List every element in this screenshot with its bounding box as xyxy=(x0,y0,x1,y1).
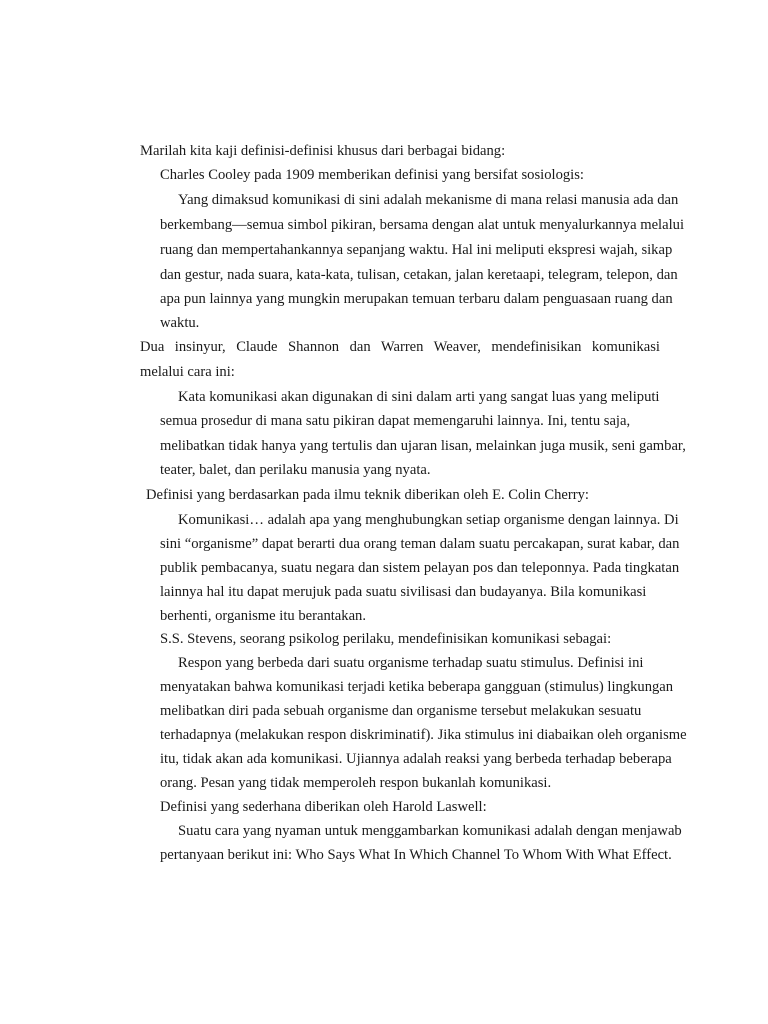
quote-line: semua prosedur di mana satu pikiran dapat memengaruhi lainnya. Ini, tentu saja, xyxy=(160,413,631,429)
quote-line: ruang dan mempertahankannya sepanjang waktu. Hal ini meliputi ekspresi wajah, sikap xyxy=(160,242,673,258)
quote-line: orang. Pesan yang tidak memperoleh respon bukanlah komunikasi. xyxy=(160,775,552,791)
quote-line: pertanyaan berikut ini: Who Says What In Which Channel To Whom With What Effect. xyxy=(160,847,672,863)
cherry-heading: Definisi yang berdasarkan pada ilmu teknik diberikan oleh E. Colin Cherry: xyxy=(146,487,589,503)
shannon-heading: Dua insinyur, Claude Shannon dan Warren Weaver, mendefinisikan komunikasi xyxy=(140,339,660,355)
quote-line: teater, balet, dan perilaku manusia yang nyata. xyxy=(160,462,431,478)
intro-text: Marilah kita kaji definisi-definisi khusus dari berbagai bidang: xyxy=(140,143,506,159)
quote-line: dan gestur, nada suara, kata-kata, tulisan, cetakan, jalan keretaapi, telegram, telepon, dan xyxy=(160,267,678,283)
quote-line: melibatkan diri pada sebuah organisme dan organisme tersebut melakukan sesuatu xyxy=(160,703,642,719)
quote-line: melibatkan tidak hanya yang tertulis dan ujaran lisan, melainkan juga musik, seni gambar, xyxy=(160,438,686,454)
shannon-heading-cont: melalui cara ini: xyxy=(140,364,235,380)
quote-line: Respon yang berbeda dari suatu organisme terhadap suatu stimulus. Definisi ini xyxy=(178,655,644,671)
quote-line: Yang dimaksud komunikasi di sini adalah mekanisme di mana relasi manusia ada dan xyxy=(178,192,679,208)
quote-line: waktu. xyxy=(160,315,200,331)
quote-line: Suatu cara yang nyaman untuk menggambarkan komunikasi adalah dengan menjawab xyxy=(178,823,682,839)
quote-line: Komunikasi… adalah apa yang menghubungkan setiap organisme dengan lainnya. Di xyxy=(178,512,679,528)
quote-line: Kata komunikasi akan digunakan di sini dalam arti yang sangat luas yang meliputi xyxy=(178,389,660,405)
cooley-heading: Charles Cooley pada 1909 memberikan definisi yang bersifat sosiologis: xyxy=(160,167,584,183)
quote-line: lainnya hal itu dapat merujuk pada suatu sivilisasi dan budayanya. Bila komunikasi xyxy=(160,584,647,600)
quote-line: berkembang—semua simbol pikiran, bersama dengan alat untuk menyalurkannya melalui xyxy=(160,217,684,233)
quote-line: sini “organisme” dapat berarti dua orang teman dalam suatu percakapan, surat kabar, dan xyxy=(160,536,680,552)
quote-line: apa pun lainnya yang mungkin merupakan temuan terbaru dalam penguasaan ruang dan xyxy=(160,291,673,307)
laswell-heading: Definisi yang sederhana diberikan oleh Harold Laswell: xyxy=(160,799,487,815)
quote-line: terhadapnya (melakukan respon diskriminatif). Jika stimulus ini diabaikan oleh organisme xyxy=(160,727,687,743)
stevens-heading: S.S. Stevens, seorang psikolog perilaku, mendefinisikan komunikasi sebagai: xyxy=(160,631,612,647)
quote-line: berhenti, organisme itu berantakan. xyxy=(160,608,367,624)
quote-line: publik pembacanya, suatu negara dan sistem pelayan pos dan teleponnya. Pada tingkatan xyxy=(160,560,680,576)
quote-line: menyatakan bahwa komunikasi terjadi ketika beberapa gangguan (stimulus) lingkungan xyxy=(160,679,674,695)
quote-line: itu, tidak akan ada komunikasi. Ujiannya adalah reaksi yang berbeda terhadap beberapa xyxy=(160,751,672,767)
